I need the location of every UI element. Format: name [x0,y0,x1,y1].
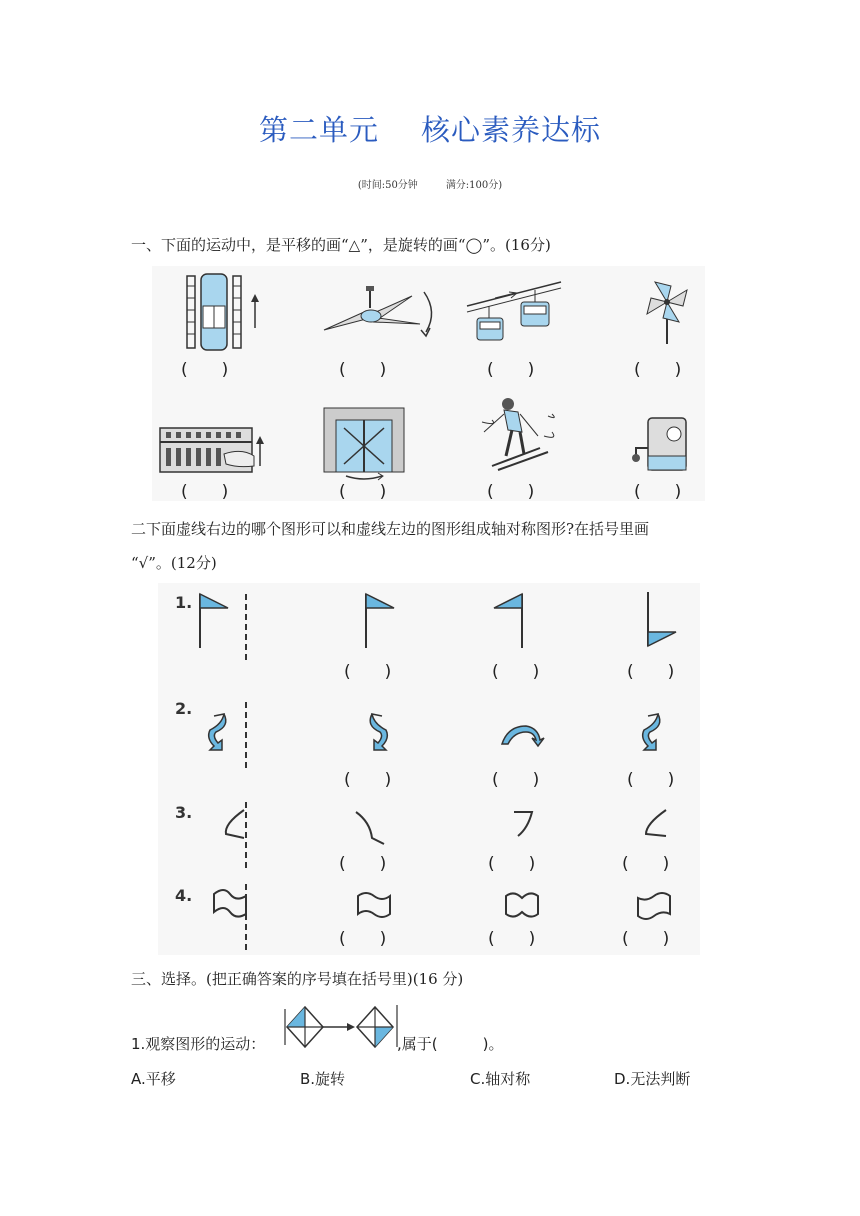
hook-curve-option-c-icon [640,806,680,846]
answer-paren[interactable]: ( ) [344,662,392,682]
section1-heading: 一、下面的运动中，是平移的画“△”，是旋转的画“◯”。(16分) [131,236,551,254]
answer-paren[interactable]: ( ) [339,360,387,380]
section2-heading-line1: 二下面虚线右边的哪个图形可以和虚线左边的图形组成轴对称图形?在括号里画 [131,520,650,538]
answer-paren[interactable]: ( ) [344,770,392,790]
curved-arrow-option-a-icon [356,710,396,760]
answer-paren[interactable]: ( ) [492,662,540,682]
question-1-prefix: 1.观察图形的运动： [131,1035,266,1053]
wave-shape-icon [210,882,258,952]
wave-shape-option-b-icon [504,888,544,924]
flag-option-c-icon [642,590,682,650]
section2-heading-line2: “√”。(12分) [131,554,217,572]
hook-curve-icon [218,800,258,870]
row-label: 4. [175,886,193,905]
answer-paren[interactable]: ( ) [634,360,682,380]
revolving-door-icon [322,406,406,480]
title-unit: 第二单元 [258,113,379,147]
flag-option-b-icon [490,590,530,650]
curved-arrow-option-c-icon [638,710,678,760]
answer-paren[interactable]: ( ) [339,929,387,949]
option-b[interactable]: B.旋转 [300,1070,346,1088]
answer-paren[interactable]: ( ) [181,482,229,502]
answer-paren[interactable]: ( ) [488,929,536,949]
option-a[interactable]: A.平移 [131,1070,176,1088]
answer-paren[interactable]: ( ) [181,360,229,380]
answer-paren[interactable]: ( ) [622,854,670,874]
row-label: 1. [175,593,193,612]
pencil-sharpener-icon [630,414,690,476]
answer-paren[interactable]: ( ) [488,854,536,874]
wave-shape-option-c-icon [636,888,676,924]
hook-curve-option-a-icon [352,808,392,848]
answer-paren[interactable]: ( ) [339,482,387,502]
ceiling-fan-icon [320,286,440,336]
question-1-suffix: ,属于( )。 [397,1035,504,1053]
option-c[interactable]: C.轴对称 [470,1070,531,1088]
cable-car-icon [465,276,565,348]
row-label: 3. [175,803,193,822]
answer-paren[interactable]: ( ) [487,482,535,502]
answer-paren[interactable]: ( ) [622,929,670,949]
section3-heading: 三、选择。(把正确答案的序号填在括号里)(16 分) [131,970,464,988]
hook-curve-option-b-icon [508,808,548,848]
page-title [0,108,860,149]
answer-paren[interactable]: ( ) [492,770,540,790]
title-subject: 核心素养达标 [421,113,602,147]
curved-arrow-icon [194,700,264,770]
exam-meta [0,176,860,191]
skier-icon [478,396,568,474]
pinwheel-icon [645,276,695,346]
abacus-icon [158,426,268,476]
answer-paren[interactable]: ( ) [627,662,675,682]
answer-paren[interactable]: ( ) [627,770,675,790]
row-label: 2. [175,699,193,718]
elevator-icon [185,272,265,354]
square-rotation-figure [283,1001,401,1053]
curved-arrow-option-b-icon [498,720,548,750]
exam-score: 满分:100分) [445,180,503,191]
wave-shape-option-a-icon [356,888,396,924]
answer-paren[interactable]: ( ) [487,360,535,380]
answer-paren[interactable]: ( ) [634,482,682,502]
answer-paren[interactable]: ( ) [339,854,387,874]
exam-time: (时间:50分钟 [357,180,418,191]
flag-option-a-icon [360,590,400,650]
option-d[interactable]: D.无法判断 [614,1070,691,1088]
flag-icon [194,590,264,660]
